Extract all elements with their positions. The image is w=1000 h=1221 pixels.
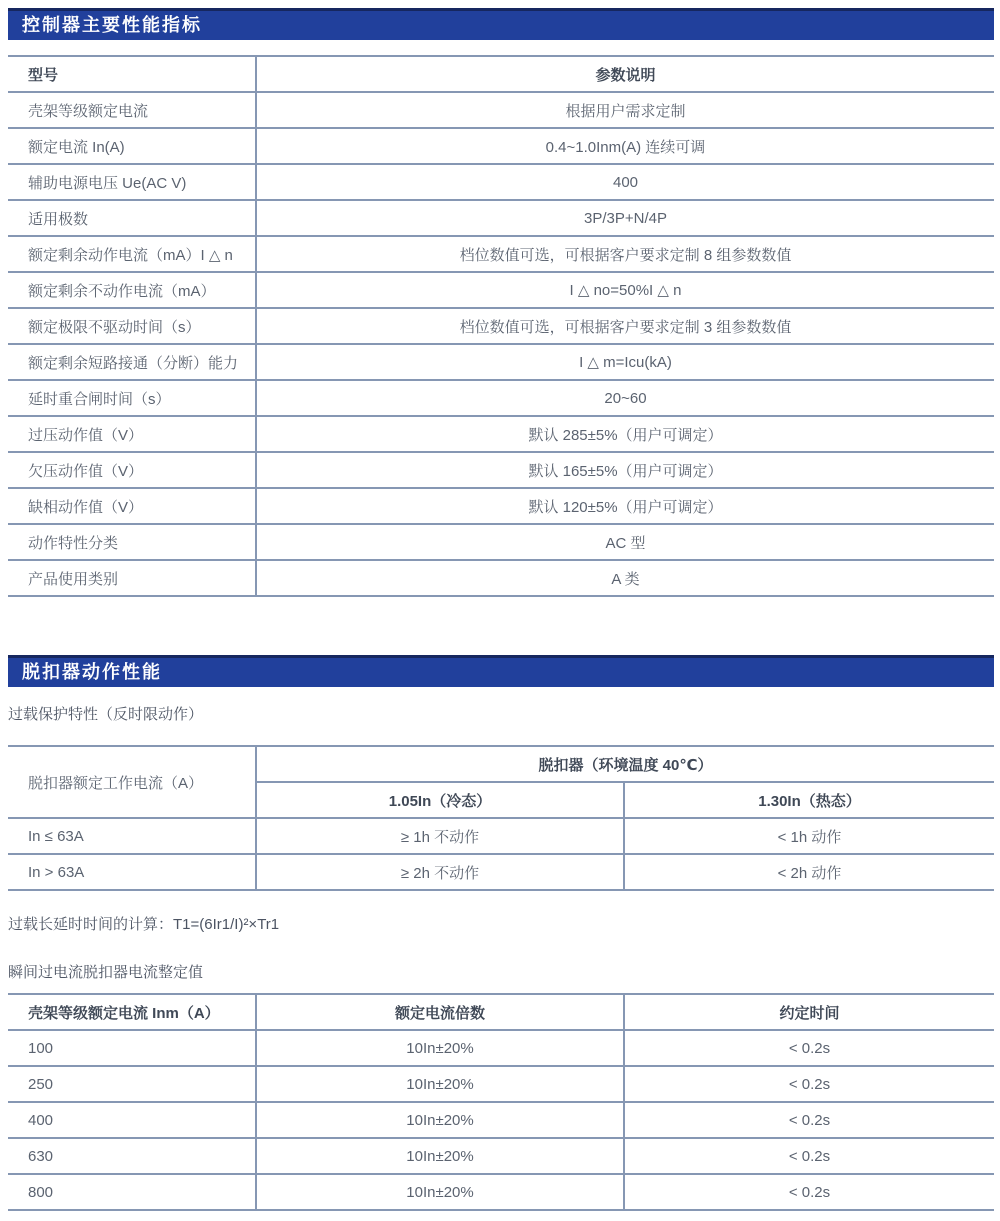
table-row: [8, 524, 994, 560]
table-row: [8, 92, 994, 128]
table-row: [8, 1030, 994, 1066]
column-header-hot-state: 1.30In（热态）: [758, 792, 861, 810]
conventional-time-value: < 0.2s: [788, 1111, 831, 1129]
conventional-time-value: < 0.2s: [788, 1039, 831, 1057]
table-header-row: [8, 994, 994, 1030]
spec-value: 默认 165±5%（用户可调定）: [528, 462, 723, 480]
table-row: [8, 344, 994, 380]
table-row: [8, 200, 994, 236]
spec-label: 适用极数: [8, 200, 256, 236]
spec-value: 根据用户需求定制: [565, 102, 686, 120]
table-row: [8, 272, 994, 308]
table-row: [8, 380, 994, 416]
group-header-trip-unit-ambient: 脱扣器（环境温度 40℃）: [538, 756, 713, 774]
overload-delay-formula-note: 过载长延时时间的计算：T1=(6Ir1/I)²×Tr1: [8, 916, 280, 933]
spec-value: 0.4~1.0Inm(A) 连续可调: [545, 138, 706, 156]
instantaneous-setting-table: [8, 993, 994, 1211]
current-multiple-value: 10In±20%: [256, 1102, 624, 1138]
table-row: [8, 818, 994, 854]
current-range-label: In > 63A: [8, 854, 256, 890]
spec-label: 过压动作值（V）: [8, 416, 256, 452]
overload-protection-subtitle: 过载保护特性（反时限动作）: [8, 706, 204, 723]
spec-value: 档位数值可选，可根据客户要求定制 8 组参数数值: [459, 246, 792, 264]
column-header-conventional-time: 约定时间: [779, 1004, 840, 1022]
hot-state-value: < 1h 动作: [777, 828, 842, 846]
column-header-frame-rated-current: 壳架等级额定电流 Inm（A）: [8, 994, 256, 1030]
corner-header-rated-working-current: 脱扣器额定工作电流（A）: [8, 746, 256, 818]
column-header-parameter-description: 参数说明: [595, 66, 656, 84]
spec-label: 缺相动作值（V）: [8, 488, 256, 524]
current-multiple-value: 10In±20%: [256, 1066, 624, 1102]
frame-current-value: 630: [8, 1138, 256, 1174]
table-row: [8, 1102, 994, 1138]
overload-protection-table: [8, 745, 994, 891]
conventional-time-value: < 0.2s: [788, 1147, 831, 1165]
column-header-current-multiple: 额定电流倍数: [256, 994, 624, 1030]
spec-value: 档位数值可选，可根据客户要求定制 3 组参数数值: [459, 318, 792, 336]
cold-state-value: ≥ 2h 不动作: [256, 854, 624, 890]
spec-value: 默认 285±5%（用户可调定）: [528, 426, 723, 444]
spec-value: AC 型: [605, 534, 646, 552]
spec-value: A 类: [611, 570, 640, 588]
table-header-row: [8, 56, 994, 92]
current-range-label: In ≤ 63A: [8, 818, 256, 854]
table-row: [8, 1138, 994, 1174]
section-title-controller-performance: 控制器主要性能指标: [8, 8, 994, 40]
current-multiple-value: 10In±20%: [256, 1138, 624, 1174]
spec-label: 产品使用类别: [8, 560, 256, 596]
spec-label: 动作特性分类: [8, 524, 256, 560]
spec-label: 额定剩余短路接通（分断）能力: [8, 344, 256, 380]
datasheet-page: [0, 8, 1000, 1211]
table-header-row: [8, 746, 994, 782]
spec-value: 400: [612, 173, 639, 191]
table-row: [8, 488, 994, 524]
spec-value: 3P/3P+N/4P: [584, 209, 667, 227]
table-row: [8, 164, 994, 200]
frame-current-value: 250: [8, 1066, 256, 1102]
section-title-trip-unit-performance: 脱扣器动作性能: [8, 655, 994, 687]
column-header-model: 型号: [8, 56, 256, 92]
table-row: [8, 236, 994, 272]
frame-current-value: 800: [8, 1174, 256, 1210]
table-row: [8, 1066, 994, 1102]
table-row: [8, 308, 994, 344]
spec-label: 欠压动作值（V）: [8, 452, 256, 488]
table-row: [8, 416, 994, 452]
table-row: [8, 1174, 994, 1210]
table-row: [8, 854, 994, 890]
table-row: [8, 560, 994, 596]
conventional-time-value: < 0.2s: [788, 1075, 831, 1093]
spec-label: 壳架等级额定电流: [8, 92, 256, 128]
spec-label: 辅助电源电压 Ue(AC V): [8, 164, 256, 200]
spec-value: I △ m=Icu(kA): [579, 354, 672, 371]
spec-value: I △ no=50%I △ n: [569, 282, 682, 299]
controller-spec-table: [8, 55, 994, 597]
spec-label: 额定剩余动作电流（mA）I △ n: [8, 236, 256, 272]
current-multiple-value: 10In±20%: [256, 1030, 624, 1066]
spec-value: 默认 120±5%（用户可调定）: [528, 498, 723, 516]
current-multiple-value: 10In±20%: [256, 1174, 624, 1210]
spec-label: 额定电流 In(A): [8, 128, 256, 164]
conventional-time-value: < 0.2s: [788, 1183, 831, 1201]
spec-label: 延时重合闸时间（s）: [8, 380, 256, 416]
spec-label: 额定极限不驱动时间（s）: [8, 308, 256, 344]
table-row: [8, 128, 994, 164]
spec-value: 20~60: [604, 389, 647, 407]
instantaneous-overcurrent-subtitle: 瞬间过电流脱扣器电流整定值: [8, 964, 204, 981]
spec-label: 额定剩余不动作电流（mA）: [8, 272, 256, 308]
column-header-cold-state: 1.05In（冷态）: [256, 782, 624, 818]
frame-current-value: 100: [8, 1030, 256, 1066]
table-row: [8, 452, 994, 488]
cold-state-value: ≥ 1h 不动作: [256, 818, 624, 854]
hot-state-value: < 2h 动作: [777, 864, 842, 882]
frame-current-value: 400: [8, 1102, 256, 1138]
